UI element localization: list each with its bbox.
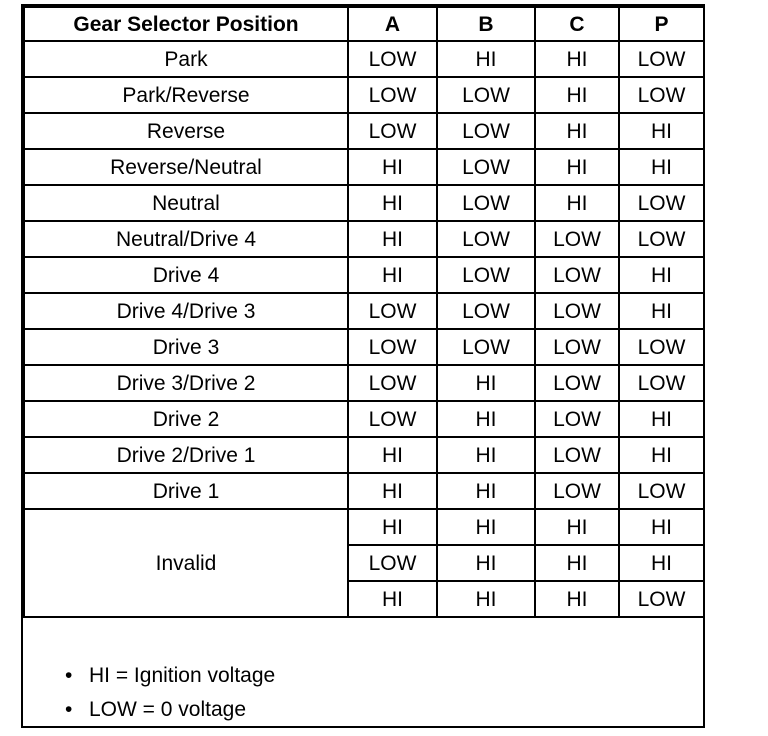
gear-selector-table-frame — [21, 4, 705, 728]
signal-p-cell: HI — [619, 509, 704, 545]
signal-p-cell: LOW — [619, 221, 704, 257]
bullet-icon: • — [65, 698, 73, 721]
signal-a-cell: HI — [348, 437, 437, 473]
signal-b-cell: LOW — [437, 293, 535, 329]
signal-p-cell: HI — [619, 401, 704, 437]
signal-c-cell: LOW — [535, 329, 619, 365]
signal-b-cell: HI — [437, 581, 535, 617]
signal-p-cell: LOW — [619, 77, 704, 113]
table-row — [24, 149, 704, 185]
signal-a-cell: HI — [348, 581, 437, 617]
signal-c-cell: HI — [535, 149, 619, 185]
header-a: A — [348, 7, 437, 41]
gear-selector-table — [23, 6, 705, 618]
gear-position-cell: Park/Reverse — [24, 77, 348, 113]
signal-p-cell: LOW — [619, 185, 704, 221]
signal-c-cell: HI — [535, 41, 619, 77]
signal-a-cell: LOW — [348, 365, 437, 401]
table-row — [24, 113, 704, 149]
invalid-row — [24, 509, 704, 545]
signal-a-cell: HI — [348, 473, 437, 509]
signal-a-cell: HI — [348, 185, 437, 221]
signal-b-cell: LOW — [437, 113, 535, 149]
signal-p-cell: LOW — [619, 41, 704, 77]
signal-p-cell: HI — [619, 437, 704, 473]
gear-position-cell: Drive 3/Drive 2 — [24, 365, 348, 401]
table-body — [24, 41, 704, 617]
signal-b-cell: LOW — [437, 77, 535, 113]
signal-p-cell: HI — [619, 149, 704, 185]
gear-position-cell: Drive 2 — [24, 401, 348, 437]
header-p: P — [619, 7, 704, 41]
signal-b-cell: LOW — [437, 257, 535, 293]
signal-c-cell: HI — [535, 113, 619, 149]
signal-b-cell: HI — [437, 473, 535, 509]
signal-c-cell: LOW — [535, 293, 619, 329]
table-row — [24, 473, 704, 509]
signal-a-cell: LOW — [348, 545, 437, 581]
signal-p-cell: HI — [619, 113, 704, 149]
signal-c-cell: LOW — [535, 365, 619, 401]
signal-a-cell: LOW — [348, 329, 437, 365]
gear-position-cell: Reverse/Neutral — [24, 149, 348, 185]
gear-position-cell: Drive 4 — [24, 257, 348, 293]
signal-b-cell: LOW — [437, 149, 535, 185]
note-hi — [65, 664, 275, 688]
bullet-icon: • — [65, 664, 73, 687]
signal-b-cell: LOW — [437, 185, 535, 221]
table-row — [24, 365, 704, 401]
signal-p-cell: HI — [619, 257, 704, 293]
notes-section — [23, 654, 703, 726]
signal-c-cell: LOW — [535, 257, 619, 293]
signal-b-cell: HI — [437, 509, 535, 545]
table-row — [24, 401, 704, 437]
table-row — [24, 221, 704, 257]
note-text: HI = Ignition voltage — [89, 664, 276, 687]
signal-p-cell: LOW — [619, 329, 704, 365]
signal-a-cell: HI — [348, 221, 437, 257]
signal-a-cell: HI — [348, 509, 437, 545]
gear-position-cell: Drive 1 — [24, 473, 348, 509]
gear-position-cell: Neutral — [24, 185, 348, 221]
gear-position-cell: Drive 3 — [24, 329, 348, 365]
table-row — [24, 293, 704, 329]
signal-b-cell: LOW — [437, 221, 535, 257]
table-row — [24, 41, 704, 77]
signal-a-cell: LOW — [348, 401, 437, 437]
signal-c-cell: HI — [535, 509, 619, 545]
gear-position-cell: Reverse — [24, 113, 348, 149]
invalid-label-cell: Invalid — [24, 509, 348, 617]
signal-a-cell: LOW — [348, 293, 437, 329]
note-text: LOW = 0 voltage — [89, 698, 246, 721]
table-row — [24, 185, 704, 221]
signal-a-cell: HI — [348, 149, 437, 185]
signal-c-cell: LOW — [535, 401, 619, 437]
signal-a-cell: HI — [348, 257, 437, 293]
gear-position-cell: Drive 4/Drive 3 — [24, 293, 348, 329]
signal-b-cell: HI — [437, 41, 535, 77]
signal-b-cell: HI — [437, 365, 535, 401]
signal-a-cell: LOW — [348, 77, 437, 113]
signal-b-cell: LOW — [437, 329, 535, 365]
signal-p-cell: HI — [619, 545, 704, 581]
header-c: C — [535, 7, 619, 41]
table-row — [24, 329, 704, 365]
signal-c-cell: LOW — [535, 437, 619, 473]
note-low — [65, 698, 246, 722]
signal-p-cell: LOW — [619, 365, 704, 401]
signal-c-cell: HI — [535, 545, 619, 581]
signal-c-cell: LOW — [535, 221, 619, 257]
table-row — [24, 77, 704, 113]
signal-a-cell: LOW — [348, 41, 437, 77]
signal-b-cell: HI — [437, 401, 535, 437]
gear-position-cell: Drive 2/Drive 1 — [24, 437, 348, 473]
signal-p-cell: HI — [619, 293, 704, 329]
signal-p-cell: LOW — [619, 473, 704, 509]
signal-b-cell: HI — [437, 437, 535, 473]
gear-position-cell: Neutral/Drive 4 — [24, 221, 348, 257]
signal-c-cell: HI — [535, 581, 619, 617]
table-row — [24, 257, 704, 293]
signal-c-cell: LOW — [535, 473, 619, 509]
signal-c-cell: HI — [535, 185, 619, 221]
header-gear-selector-position: Gear Selector Position — [24, 7, 348, 41]
signal-c-cell: HI — [535, 77, 619, 113]
gear-position-cell: Park — [24, 41, 348, 77]
signal-a-cell: LOW — [348, 113, 437, 149]
header-row — [24, 7, 704, 41]
header-b: B — [437, 7, 535, 41]
table-row — [24, 437, 704, 473]
signal-p-cell: LOW — [619, 581, 704, 617]
signal-b-cell: HI — [437, 545, 535, 581]
